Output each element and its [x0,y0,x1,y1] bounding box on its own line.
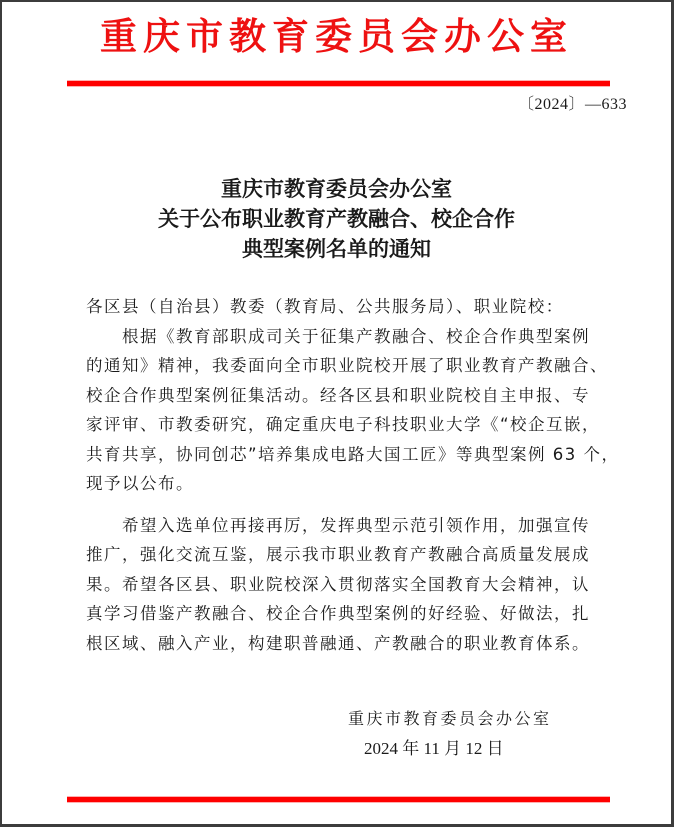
addressee: 各区县（自治县）教委（教育局、公共服务局）、职业院校： [86,297,564,316]
paragraph-line: 推广，强化交流互鉴，展示我市职业教育产教融合高质量发展成 [86,545,590,564]
title-line-1: 重庆市教育委员会办公室 [221,176,452,201]
paragraph-line: 校企合作典型案例征集活动。经各区县和职业院校自主申报、专 [86,385,590,405]
paragraph-line: 果。希望各区县、职业院校深入贯彻落实全国教育大会精神，认 [86,574,590,594]
paragraph-line: 的通知》精神，我委面向全市职业院校开展了职业教育产教融合、 [86,356,608,375]
paragraph-2 [86,511,598,659]
paragraph-line: 真学习借鉴产教融合、校企合作典型案例的好经验、好做法，扎 [86,604,590,623]
title-line-2: 关于公布职业教育产教融合、校企合作 [158,206,515,231]
paragraph-line: 希望入选单位再接再厉，发挥典型示范引领作用，加强宣传 [86,515,590,535]
masthead-org-name: 重庆市教育委员会办公室 [100,15,573,58]
signature-org: 重庆市教育委员会办公室 [348,709,552,728]
paragraph-gap [86,499,598,511]
paragraph-line: 现予以公布。 [86,474,194,493]
signature-block [348,704,552,764]
paragraph-line: 根据《教育部职成司关于征集产教融合、校企合作典型案例 [86,326,590,346]
title-line-3: 典型案例名单的通知 [242,236,431,261]
paragraph-1 [86,322,620,499]
header-red-rule [67,81,610,86]
footer-red-rule [67,797,610,802]
paragraph-line: 共育共享，协同创芯”培养集成电路大国工匠》等典型案例 63 个， [86,444,620,464]
document-number: 〔2024〕—633 [517,96,627,113]
paragraph-line: 家评审、市教委研究，确定重庆电子科技职业大学《“校企互嵌， [86,415,601,434]
document-body [86,292,620,658]
paragraph-line: 根区域、融入产业，构建职普融通、产教融合的职业教育体系。 [86,633,590,653]
document-title [2,174,671,264]
signature-date: 2024 年 11 月 12 日 [364,739,504,758]
